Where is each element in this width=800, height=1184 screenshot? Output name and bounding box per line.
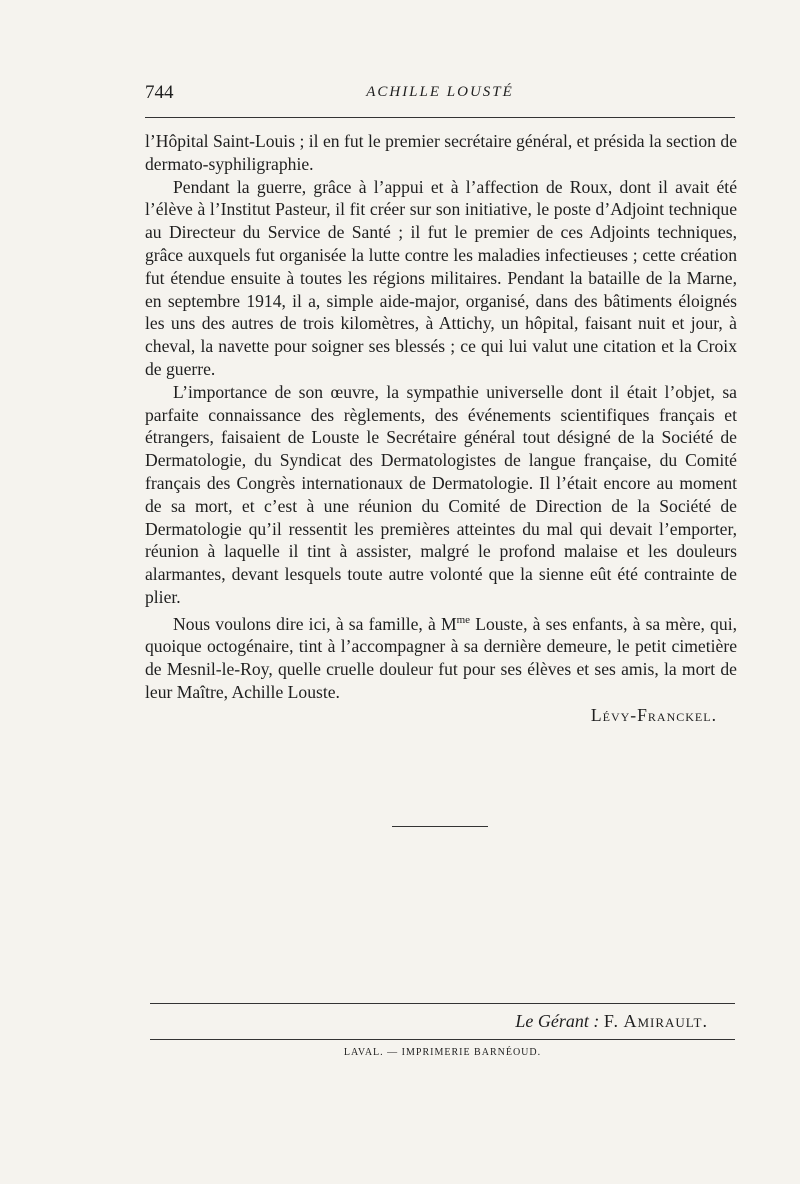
paragraph-4-end: Louste, à ses enfants, à sa mère, qui, quoique octogénaire, tint à l’accompagner à sa dernière demeure, le petit cimetière de Mesnil-le-Roy, quelle cruelle douleur fut pour ses élèves et ses amis, la mort de leur Maître, Achille Louste. xyxy=(145,613,737,702)
gerant-role: Le Gérant : xyxy=(515,1011,600,1031)
gerant-name: F. Amirault. xyxy=(603,1011,708,1031)
printer-line: LAVAL. — IMPRIMERIE BARNÉOUD. xyxy=(343,1047,542,1058)
paragraph-4-start: Nous voulons dire ici, à sa famille, à M xyxy=(173,613,457,634)
paragraph-4 xyxy=(145,609,737,704)
article-body xyxy=(145,130,737,727)
signature: Lévy-Franckel. xyxy=(590,704,717,725)
paragraph-3: L’importance de son œuvre, la sympathie universelle dont il était l’objet, sa parfaite connaissance des règlements, des événements scientifiques français et étrangers, faisaient de Louste le Secrétaire général tout désigné de la Société de Dermatologie, du Syndicat des Dermatologistes de langue française, du Comité français des Congrès internationaux de Dermatologie. Il l’était encore au moment de sa mort, et c’est à une réunion du Comité de Direction de la Société de Dermatologie qu’il ressentit les premières atteintes du mal qui devait l’emporter, réunion à laquelle il tint à assister, malgré le profond malaise et les douleurs alarmantes, devant lesquels toute autre volonté que la sienne eût été contrainte de plier. xyxy=(145,381,737,607)
page-header xyxy=(145,82,735,112)
page-number: 744 xyxy=(145,82,174,103)
paragraph-1: l’Hôpital Saint-Louis ; il en fut le premier secrétaire général, et présida la section de dermato-syphiligraphie. xyxy=(145,131,737,174)
footer-rule-bottom xyxy=(150,1039,735,1040)
footer-rule-top xyxy=(150,1003,735,1004)
header-rule xyxy=(145,117,735,118)
gerant-line xyxy=(150,1011,708,1032)
running-title: ACHILLE LOUSTÉ xyxy=(366,84,514,100)
paragraph-4-superscript: me xyxy=(456,613,471,626)
section-separator xyxy=(392,826,488,827)
paragraph-2: Pendant la guerre, grâce à l’appui et à l’affection de Roux, dont il avait été l’élève à l’Institut Pasteur, il fit créer sur son initiative, le poste d’Adjoint technique au Directeur du Service de Santé ; il fut le premier de ces Adjoints techniques, grâce auxquels fut organisée la lutte contre les maladies infectieuses ; cette création fut étendue ensuite à toutes les régions militaires. Pendant la bataille de la Marne, en septembre 1914, il a, simple aide-major, organisé, dans des bâtiments éloignés les uns des autres de trois kilomètres, à Attichy, un hôpital, faisant nuit et jour, à cheval, la navette pour soigner ses blessés ; ce qui lui valut une citation et la Croix de guerre. xyxy=(145,176,737,379)
